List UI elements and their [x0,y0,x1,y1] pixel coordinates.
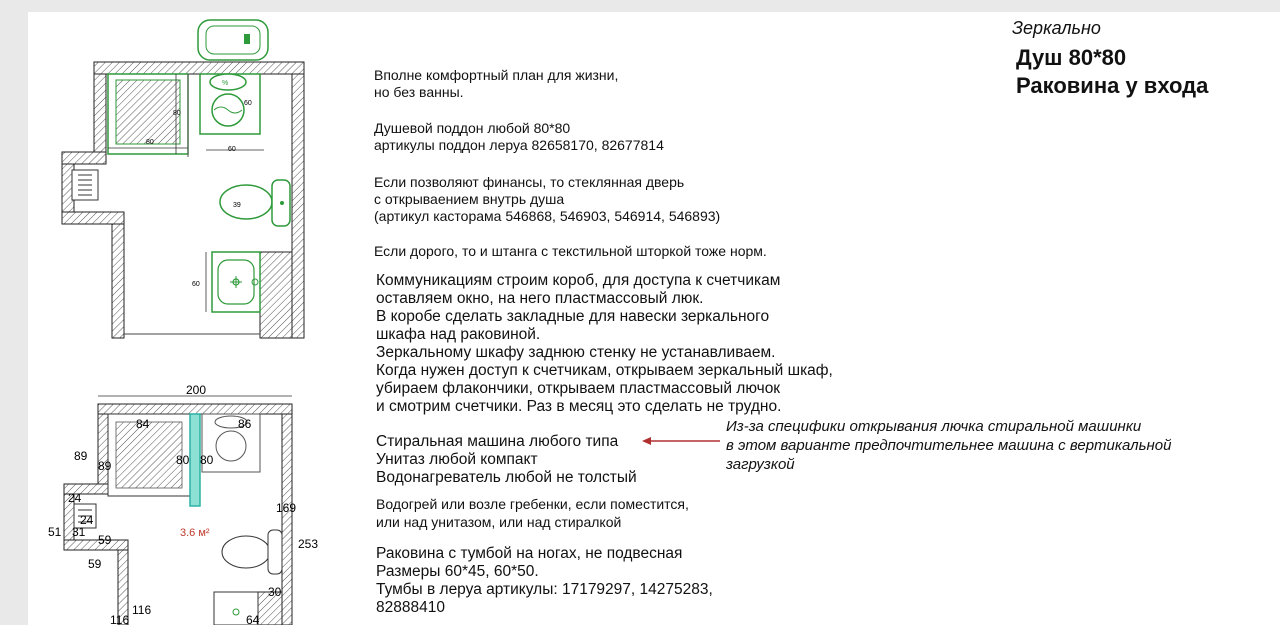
dim-24-inner: 24 [80,513,94,527]
toilet-icon [220,180,290,226]
dim-253: 253 [298,537,319,551]
dim-washer-width: 60 [228,146,236,153]
text-line: 82888410 [376,599,445,616]
note-line: загрузкой [726,456,795,473]
dim-toilet: 39 [233,202,241,209]
text-line: Душевой поддон любой 80*80 [374,120,571,136]
washer-badge: % [222,80,229,87]
dim-84: 84 [136,417,150,431]
text-line: В коробе сделать закладные для навески зеркального [376,308,770,325]
dim-86: 86 [238,417,252,431]
text-line: но без ванны. [374,84,464,100]
text-line: Размеры 60*45, 60*50. [376,563,539,580]
dim-80-left: 80 [176,453,190,467]
partition-icon [190,414,200,506]
note-line: Из-за специфики открывания лючка стиральной машинки [726,418,1142,435]
room-area: 3.6 м² [180,527,210,539]
arrow-icon [642,433,722,449]
text-line: Коммуникациям строим короб, для доступа к счетчикам [376,272,781,289]
text-line: или над унитазом, или над стиралкой [376,514,622,530]
text-line: Водонагреватель любой не толстый [376,469,637,486]
dim-59-outer: 59 [88,557,102,571]
mode-label: Зеркально [1012,18,1101,38]
dim-tray-width: 80 [146,139,154,146]
sink-title: Раковина у входа [1016,73,1209,98]
dim-24-outer: 24 [68,491,82,505]
floor-plan-bottom [28,376,328,625]
text-line: Стиральная машина любого типа [376,433,619,450]
dim-51: 51 [48,525,62,539]
dim-116-inner: 116 [132,603,152,617]
page-sheet [28,12,1280,625]
text-line: Если дорого, то и штанга с текстильной шторкой тоже норм. [374,243,767,259]
text-line: Вполне комфортный план для жизни, [374,67,619,83]
dim-169: 169 [276,501,297,515]
text-line: и смотрим счетчики. Раз в месяц это сделать не трудно. [376,398,782,415]
dim-31: 31 [72,525,86,539]
sink-icon [212,252,260,312]
text-line: Унитаз любой компакт [376,451,538,468]
water-heater-icon [198,20,268,60]
dim-80-right: 80 [200,453,214,467]
text-line: убираем флакончики, открываем пластмассовый лючок [376,380,781,397]
text-line: оставляем окно, на него пластмассовый люк. [376,290,704,307]
text-line: Когда нужен доступ к счетчикам, открываем зеркальный шкаф, [376,362,833,379]
dim-sink: 60 [192,281,200,288]
radiator-icon [72,170,98,200]
text-line: Зеркальному шкафу заднюю стенку не устанавливаем. [376,344,776,361]
dim-89-outer: 89 [74,449,88,463]
dim-washer-height: 60 [244,100,252,107]
text-line: Раковина с тумбой на ногах, не подвесная [376,545,683,562]
text-line: Тумбы в леруа артикулы: 17179297, 14275283, [376,581,713,598]
dim-200: 200 [186,383,207,397]
dim-30: 30 [268,585,282,599]
toilet-icon [222,530,282,574]
dim-89-inner: 89 [98,459,112,473]
shower-title: Душ 80*80 [1016,45,1127,70]
dim-64: 64 [246,613,260,625]
text-line: Если позволяют финансы, то стеклянная дверь [374,174,685,190]
text-line: шкафа над раковиной. [376,326,541,343]
note-line: в этом варианте предпочтительнее машина с вертикальной [726,437,1172,454]
text-line: Водогрей или возле гребенки, если поместится, [376,496,689,512]
text-line: (артикул касторама 546868, 546903, 546914, 546893) [374,208,721,224]
floor-plan-top [28,12,358,357]
dim-116-outer: 116 [110,613,130,625]
text-line: артикулы поддон леруа 82658170, 82677814 [374,137,664,153]
dim-59-inner: 59 [98,533,112,547]
dim-tray-height: 80 [173,110,181,117]
text-line: с открываением внутрь душа [374,191,565,207]
